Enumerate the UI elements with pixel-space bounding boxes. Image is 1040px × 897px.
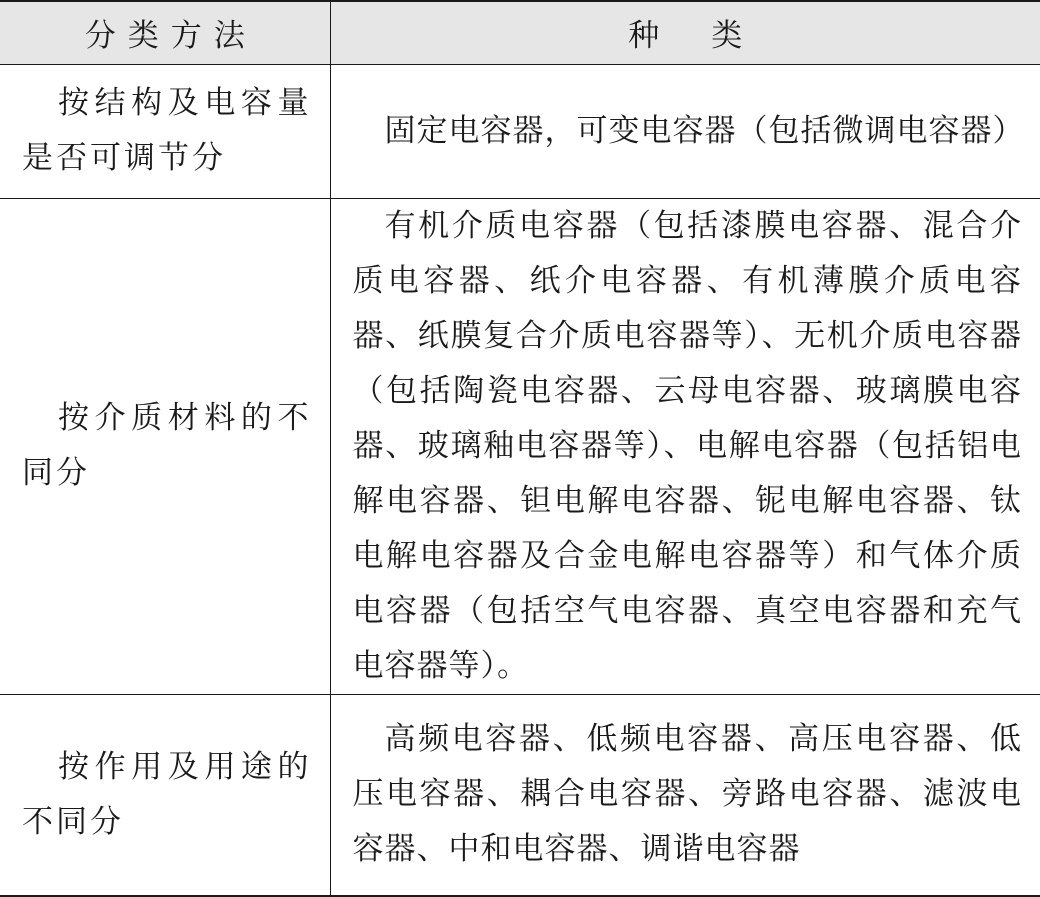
header-types: 种类 xyxy=(330,1,1040,64)
types-text: 有机介质电容器（包括漆膜电容器、混合介质电容器、纸介电容器、有机薄膜介质电容器、纸膜复合介质电容器等）、无机介质电容器（包括陶瓷电容器、云母电容器、玻璃膜电容器、玻璃釉电容器等）、电解电容器（包括铝电解电容器、钽电解电容器、铌电解电容器、钛电解电容器及合金电解电容器等）和气体介质电容器（包括空气电容器、真空电容器和充气电容器等）。 xyxy=(331,199,1040,694)
types-cell xyxy=(330,198,1040,694)
method-text: 按作用及用途的不同分 xyxy=(0,740,330,850)
types-cell xyxy=(330,694,1040,896)
method-cell xyxy=(0,694,330,896)
table-row xyxy=(0,198,1040,694)
types-text: 高频电容器、低频电容器、高压电容器、低压电容器、耦合电容器、旁路电容器、滤波电容器、中和电容器、调谐电容器 xyxy=(331,712,1040,877)
method-text: 按介质材料的不同分 xyxy=(0,391,330,501)
method-cell xyxy=(0,64,330,198)
header-method: 分类方法 xyxy=(0,1,330,64)
method-text: 按结构及电容量是否可调节分 xyxy=(0,76,330,186)
types-text: 固定电容器，可变电容器（包括微调电容器） xyxy=(331,104,1040,159)
types-cell xyxy=(330,64,1040,198)
table-header-row xyxy=(0,1,1040,64)
table-row xyxy=(0,694,1040,896)
method-cell xyxy=(0,198,330,694)
table-row xyxy=(0,64,1040,198)
